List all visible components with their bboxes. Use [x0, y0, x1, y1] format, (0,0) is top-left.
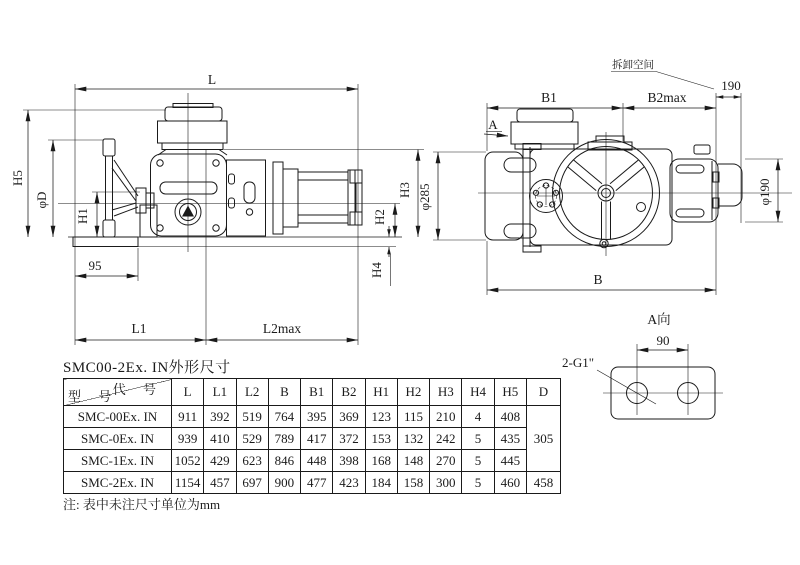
corner-label-code: 代 号	[112, 382, 163, 397]
dim-label-phi190: φ190	[757, 178, 772, 206]
column-header-h5: H5	[494, 379, 526, 406]
value-cell: 4	[462, 406, 494, 428]
value-cell: 168	[365, 450, 397, 472]
dim-label-h4: H4	[369, 262, 384, 278]
indicator-triangle	[182, 206, 194, 217]
value-cell: 395	[301, 406, 333, 428]
disassembly-space-label: 拆卸空间	[612, 60, 654, 71]
value-cell: 789	[268, 428, 300, 450]
table-row	[64, 450, 561, 472]
value-cell: 372	[333, 428, 365, 450]
value-cell: 369	[333, 406, 365, 428]
value-cell: 184	[365, 472, 397, 494]
dim-label-l2max: L2max	[262, 321, 302, 336]
value-cell: 210	[430, 406, 462, 428]
value-cell: 398	[333, 450, 365, 472]
table-body	[64, 406, 561, 494]
value-cell: 445	[494, 450, 526, 472]
value-cell: 697	[236, 472, 268, 494]
table-row	[64, 428, 561, 450]
value-cell: 153	[365, 428, 397, 450]
value-cell: 132	[397, 428, 429, 450]
model-cell: SMC-2Ex. IN	[64, 472, 172, 494]
left-view-drawing	[10, 72, 424, 345]
value-cell: 529	[236, 428, 268, 450]
dim-label-b2max: B2max	[647, 90, 687, 105]
value-cell: 5	[462, 450, 494, 472]
value-cell: 911	[172, 406, 204, 428]
dim-label-90: 90	[656, 333, 670, 348]
value-cell: 900	[268, 472, 300, 494]
value-cell: 1154	[172, 472, 204, 494]
dim-label-95: 95	[88, 258, 102, 273]
d-merged-cell: 305	[527, 406, 561, 472]
value-cell: 5	[462, 428, 494, 450]
table-row	[64, 472, 561, 494]
right-view-drawing	[417, 58, 792, 295]
dim-label-h3: H3	[397, 182, 412, 198]
thread-spec-label: 2-G1"	[562, 355, 595, 370]
a-view-title: A向	[647, 312, 671, 327]
value-cell: 477	[301, 472, 333, 494]
value-cell: 429	[204, 450, 236, 472]
table-corner-cell	[64, 379, 172, 406]
value-cell: 846	[268, 450, 300, 472]
value-cell: 158	[397, 472, 429, 494]
value-cell: 123	[365, 406, 397, 428]
d-last-cell: 458	[527, 472, 561, 494]
value-cell: 939	[172, 428, 204, 450]
corner-label-model: 型 号	[68, 389, 119, 404]
model-cell: SMC-1Ex. IN	[64, 450, 172, 472]
table-row	[64, 406, 561, 428]
dim-label-190: 190	[721, 78, 741, 93]
column-header-l2: L2	[236, 379, 268, 406]
value-cell: 115	[397, 406, 429, 428]
a-view-drawing	[562, 312, 723, 419]
column-header-d: D	[527, 379, 561, 406]
value-cell: 392	[204, 406, 236, 428]
dim-label-h1: H1	[75, 208, 90, 224]
value-cell: 448	[301, 450, 333, 472]
value-cell: 460	[494, 472, 526, 494]
dim-label-phi285: φ285	[417, 183, 432, 211]
value-cell: 410	[204, 428, 236, 450]
model-cell: SMC-0Ex. IN	[64, 428, 172, 450]
dim-label-h5: H5	[10, 170, 25, 186]
dim-label-b1: B1	[541, 90, 557, 105]
value-cell: 300	[430, 472, 462, 494]
column-header-h3: H3	[430, 379, 462, 406]
column-header-h1: H1	[365, 379, 397, 406]
dim-label-l1: L1	[131, 321, 147, 336]
dim-label-phi-d: φD	[34, 191, 49, 209]
value-cell: 417	[301, 428, 333, 450]
column-header-h4: H4	[462, 379, 494, 406]
view-a-arrow-label: A	[488, 117, 498, 132]
value-cell: 764	[268, 406, 300, 428]
value-cell: 435	[494, 428, 526, 450]
column-header-b: B	[268, 379, 300, 406]
dimension-table	[63, 378, 561, 494]
model-cell: SMC-00Ex. IN	[64, 406, 172, 428]
dim-label-l: L	[207, 72, 217, 87]
table-note: 注: 表中未注尺寸单位为mm	[63, 497, 221, 512]
value-cell: 242	[430, 428, 462, 450]
value-cell: 423	[333, 472, 365, 494]
value-cell: 270	[430, 450, 462, 472]
value-cell: 148	[397, 450, 429, 472]
column-header-h2: H2	[397, 379, 429, 406]
column-header-l: L	[172, 379, 204, 406]
dim-label-b: B	[593, 272, 603, 287]
column-header-b2: B2	[333, 379, 365, 406]
value-cell: 1052	[172, 450, 204, 472]
value-cell: 5	[462, 472, 494, 494]
table-title: SMC00-2Ex. IN外形尺寸	[63, 360, 231, 376]
table-header-row	[64, 379, 561, 406]
value-cell: 408	[494, 406, 526, 428]
dim-label-h2: H2	[372, 209, 387, 225]
value-cell: 519	[236, 406, 268, 428]
value-cell: 623	[236, 450, 268, 472]
column-header-b1: B1	[301, 379, 333, 406]
column-header-l1: L1	[204, 379, 236, 406]
value-cell: 457	[204, 472, 236, 494]
